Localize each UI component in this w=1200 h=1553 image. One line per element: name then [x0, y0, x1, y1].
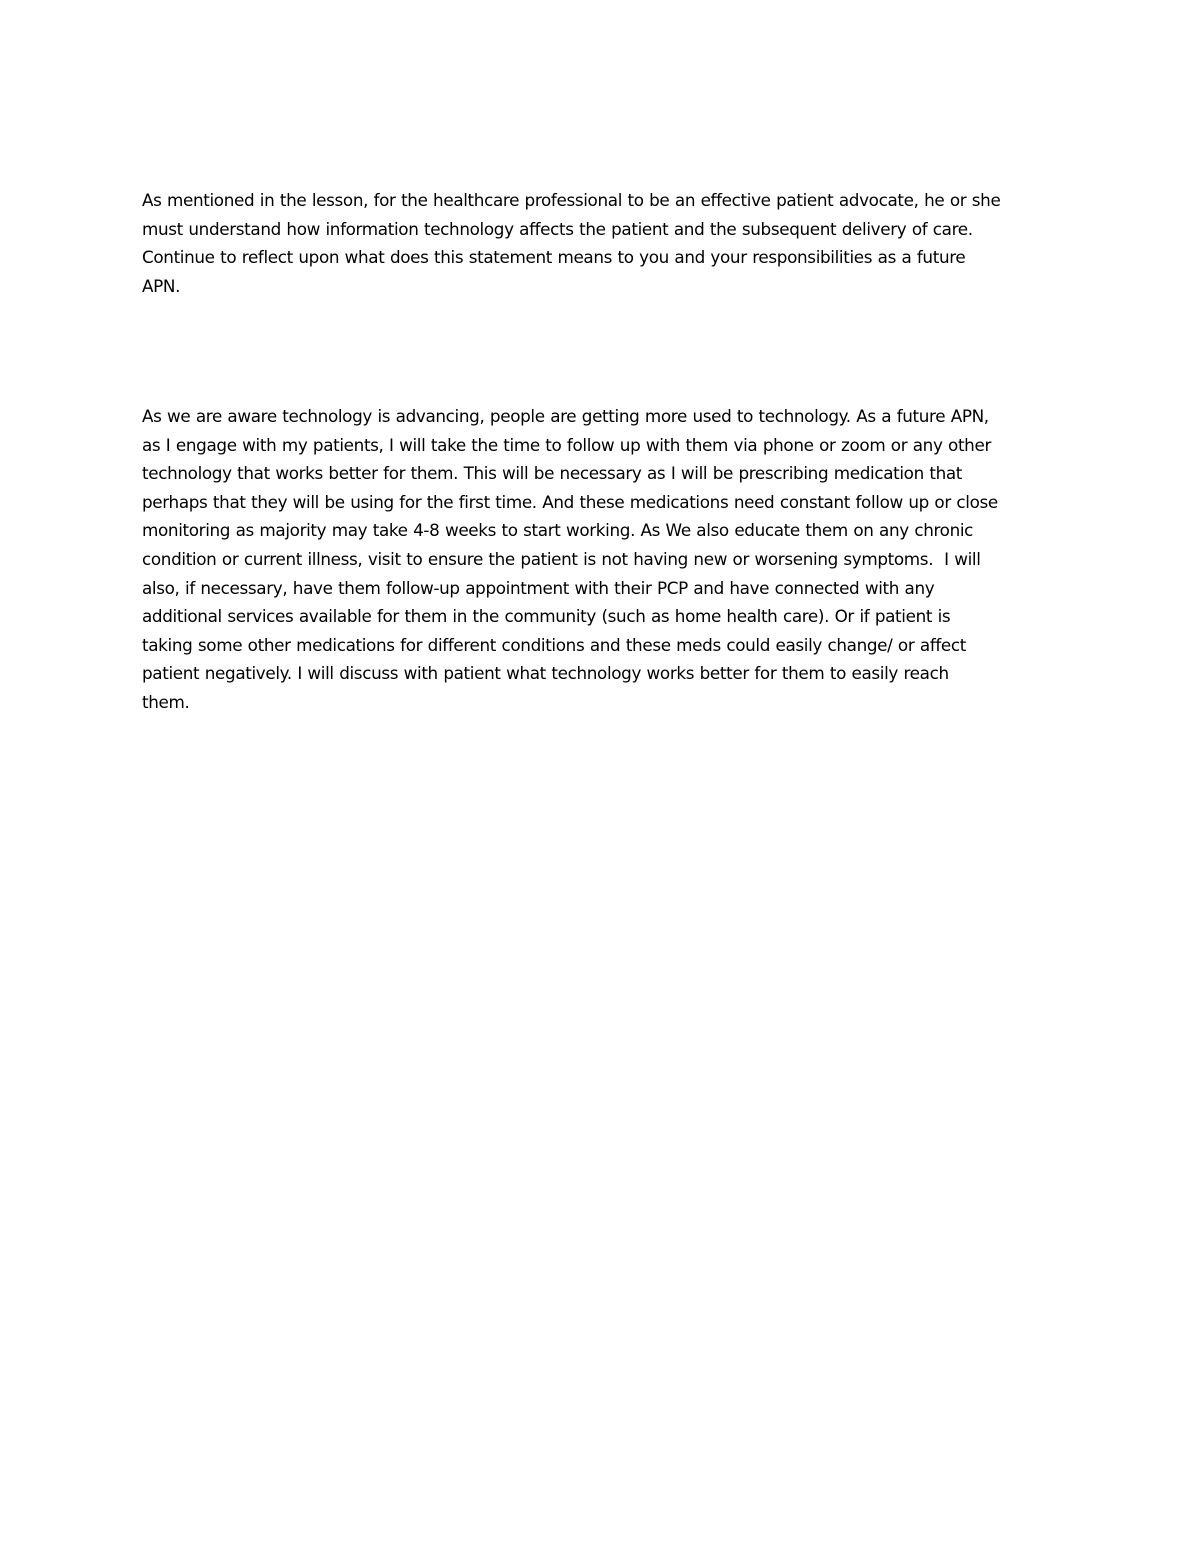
- prompt-line: As mentioned in the lesson, for the healthcare professional to be an effective patient advocate, he or she: [142, 190, 1001, 210]
- response-line: as I engage with my patients, I will take the time to follow up with them via phone or zoom or any other: [142, 434, 991, 455]
- response-line: condition or current illness, visit to ensure the patient is not having new or worsening symptoms. I will: [142, 548, 981, 569]
- response-line: them.: [142, 691, 190, 712]
- response-line: additional services available for them in the community (such as home health care). Or if patient is: [142, 606, 951, 627]
- prompt-line: must understand how information technology affects the patient and the subsequent delivery of care.: [142, 218, 973, 239]
- response-paragraph: [142, 402, 1072, 717]
- prompt-line: Continue to reflect upon what does this statement means to you and your responsibilities as a future: [142, 247, 966, 268]
- response-line: monitoring as majority may take 4-8 weeks to start working. As We also educate them on any chronic: [142, 520, 974, 541]
- response-line: As we are aware technology is advancing, people are getting more used to technology. As a future APN,: [142, 406, 989, 426]
- response-line: taking some other medications for different conditions and these meds could easily change/ or affect: [142, 634, 967, 655]
- prompt-paragraph: [142, 186, 1072, 300]
- response-line: also, if necessary, have them follow-up appointment with their PCP and have connected with any: [142, 577, 935, 598]
- response-line: technology that works better for them. This will be necessary as I will be prescribing medication that: [142, 463, 963, 484]
- prompt-line: APN.: [142, 275, 181, 296]
- response-line: perhaps that they will be using for the first time. And these medications need constant follow up or close: [142, 491, 998, 512]
- response-line: patient negatively. I will discuss with patient what technology works better for them to easily reach: [142, 663, 949, 684]
